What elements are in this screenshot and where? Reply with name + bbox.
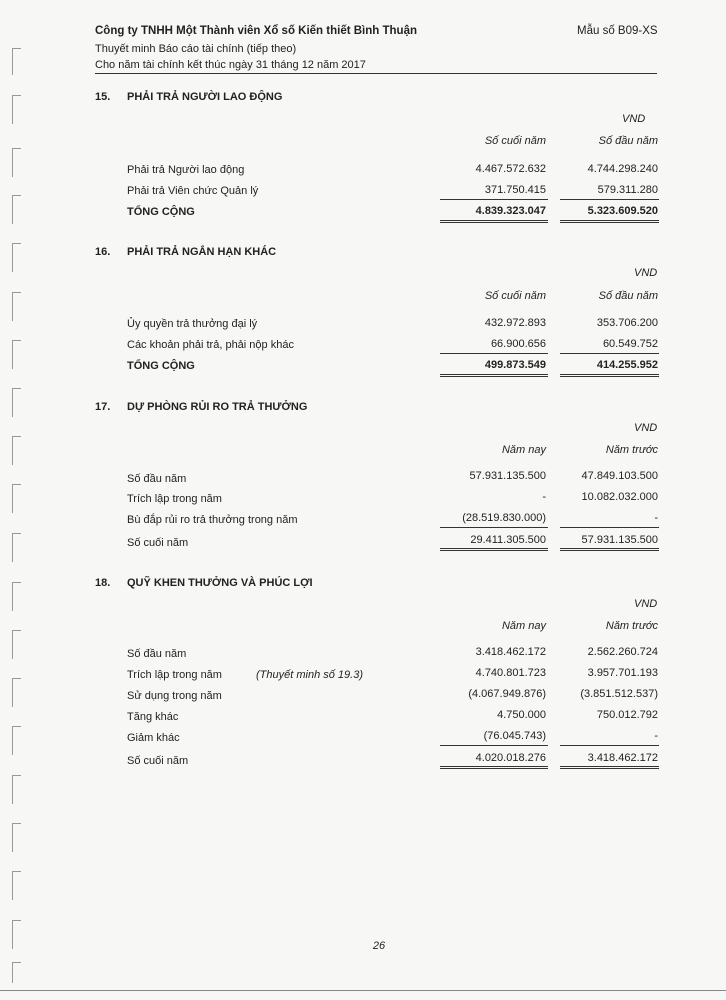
row-value-1: 4.740.801.723 [475,667,546,679]
row-value-1: - [542,491,546,503]
binding-mark [12,148,21,177]
binding-mark [12,962,21,983]
subtotal-rule [560,527,659,528]
total-double-rule [560,766,659,769]
subtotal-rule [560,353,659,354]
row-label: Giảm khác [127,732,180,744]
total-value-2: 5.323.609.520 [587,205,658,217]
row-value-1: 57.931.135.500 [469,470,546,482]
currency-unit: VND [634,422,658,434]
total-double-rule [560,220,659,223]
row-value-2: - [654,512,658,524]
binding-mark [12,95,21,124]
column-header-1: Số cuối năm [484,135,546,147]
row-value-2: 4.744.298.240 [587,163,658,175]
section-title: PHẢI TRẢ NGƯỜI LAO ĐỘNG [127,91,283,103]
subtotal-rule [440,527,548,528]
column-header-2: Năm trước [605,620,658,632]
row-label: Trích lập trong năm [127,493,222,505]
binding-mark [12,292,21,321]
binding-mark [12,340,21,369]
row-label: Phải trả Người lao động [127,164,245,176]
total-double-rule [440,766,548,769]
section-number: 15. [95,91,111,103]
binding-mark [12,533,21,562]
company-name: Công ty TNHH Một Thành viên Xổ số Kiến thiết Bình Thuận [95,25,417,37]
report-period: Cho năm tài chính kết thúc ngày 31 tháng 12 năm 2017 [95,59,366,71]
binding-mark [12,582,21,611]
row-label: Số đầu năm [127,473,187,485]
binding-mark [12,775,21,804]
binding-mark [12,726,21,755]
note-reference: (Thuyết minh số 19.3) [256,669,363,681]
row-label: Phải trả Viên chức Quản lý [127,185,259,197]
currency-unit: VND [622,113,646,125]
row-value-2: 10.082.032.000 [581,491,658,503]
subtotal-rule [440,745,548,746]
row-value-2: - [654,730,658,742]
column-header-1: Số cuối năm [484,290,546,302]
binding-mark [12,243,21,272]
binding-mark [12,48,21,75]
currency-unit: VND [634,267,658,279]
row-value-2: 353.706.200 [596,317,658,329]
row-value-1: 432.972.893 [484,317,546,329]
row-value-2: 3.957.701.193 [587,667,658,679]
row-value-1: 3.418.462.172 [475,646,546,658]
total-value-1: 29.411.305.500 [470,534,546,546]
row-label: Các khoản phải trả, phải nộp khác [127,339,294,351]
section-number: 18. [95,577,111,589]
row-value-1: 4.467.572.632 [475,163,546,175]
row-label: Số đầu năm [127,648,187,660]
page-number: 26 [372,940,386,952]
binding-mark [12,388,21,417]
total-label: Số cuối năm [127,537,189,549]
row-value-2: 60.549.752 [602,338,658,350]
binding-mark [12,678,21,707]
row-value-1: (76.045.743) [483,730,546,742]
total-value-1: 4.020.018.276 [475,752,546,764]
header-divider [95,73,657,74]
total-label: TỔNG CỘNG [127,206,195,218]
total-double-rule [440,220,548,223]
row-value-1: 66.900.656 [490,338,546,350]
currency-unit: VND [634,598,658,610]
column-header-1: Năm nay [501,620,546,632]
total-label: TỔNG CỘNG [127,360,195,372]
total-double-rule [440,548,548,551]
subtotal-rule [560,199,659,200]
subtotal-rule [440,199,548,200]
column-header-1: Năm nay [501,444,546,456]
binding-mark [12,436,21,465]
binding-mark [12,630,21,659]
row-value-2: 47.849.103.500 [581,470,658,482]
total-double-rule [440,374,548,377]
column-header-2: Số đầu năm [598,135,658,147]
row-value-1: (4.067.949.876) [468,688,546,700]
section-title: PHẢI TRẢ NGẮN HẠN KHÁC [127,246,277,258]
total-label: Số cuối năm [127,755,189,767]
column-header-2: Số đầu năm [598,290,658,302]
total-double-rule [560,374,659,377]
bottom-scan-edge [0,990,726,991]
subtotal-rule [440,353,548,354]
subtotal-rule [560,745,659,746]
row-value-1: 371.750.415 [484,184,546,196]
total-value-2: 57.931.135.500 [581,534,658,546]
row-label: Trích lập trong năm [127,669,222,681]
row-value-1: (28.519.830.000) [462,512,546,524]
binding-mark [12,195,21,224]
section-number: 17. [95,401,111,413]
total-value-1: 499.873.549 [484,359,546,371]
total-double-rule [560,548,659,551]
section-title: DỰ PHÒNG RỦI RO TRẢ THƯỞNG [127,401,308,413]
report-subtitle: Thuyết minh Báo cáo tài chính (tiếp theo) [95,43,297,55]
total-value-2: 414.255.952 [596,359,658,371]
total-value-1: 4.839.323.047 [475,205,546,217]
binding-mark [12,920,21,949]
total-value-2: 3.418.462.172 [587,752,658,764]
row-value-1: 4.750.000 [497,709,546,721]
form-code: Mẫu số B09-XS [577,25,658,37]
binding-mark [12,871,21,900]
section-number: 16. [95,246,111,258]
row-label: Sử dụng trong năm [127,690,222,702]
row-value-2: 2.562.260.724 [587,646,658,658]
row-value-2: (3.851.512.537) [580,688,658,700]
row-value-2: 579.311.280 [597,184,658,196]
row-label: Bù đắp rủi ro trả thưởng trong năm [127,514,298,526]
binding-mark [12,484,21,513]
binding-mark [12,823,21,852]
column-header-2: Năm trước [605,444,658,456]
row-value-2: 750.012.792 [596,709,658,721]
row-label: Ủy quyền trả thưởng đại lý [127,318,258,330]
section-title: QUỸ KHEN THƯỞNG VÀ PHÚC LỢI [127,577,313,589]
row-label: Tăng khác [127,711,179,723]
